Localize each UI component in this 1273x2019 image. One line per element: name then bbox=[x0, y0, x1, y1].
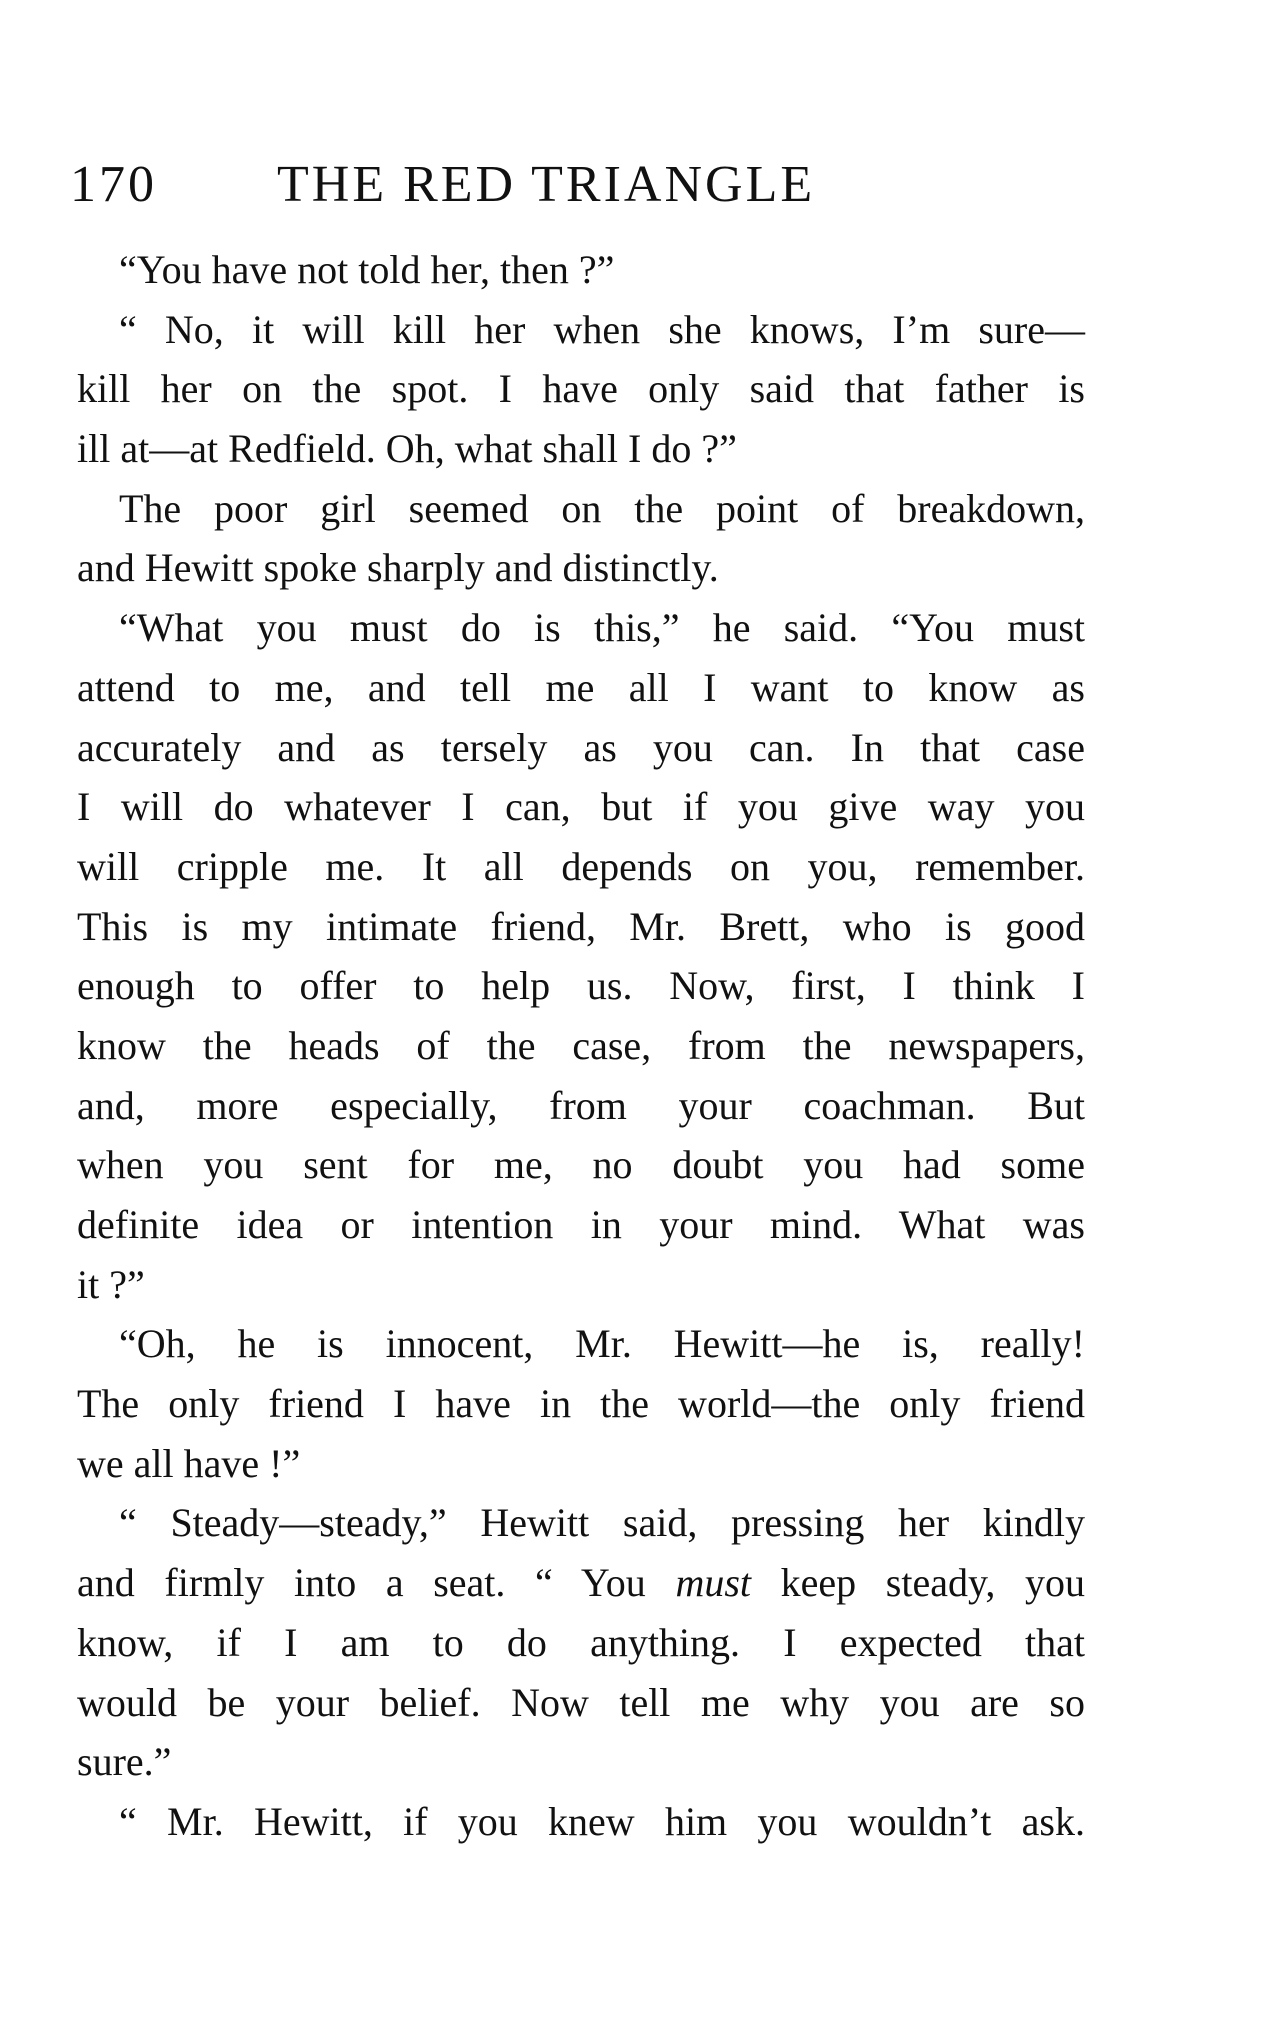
emphasized-word: must bbox=[675, 1560, 752, 1606]
text-line: enough to offer to help us. Now, first, I think I bbox=[77, 963, 1085, 1009]
text-line: “You have not told her, then ?” bbox=[119, 247, 615, 292]
text-line: when you sent for me, no doubt you had some bbox=[77, 1142, 1085, 1188]
text-segment: keep steady, you bbox=[751, 1560, 1085, 1606]
text-line: “ No, it will kill her when she knows, I’m sure— bbox=[119, 306, 1085, 352]
text-line: ill at—at Redfield. Oh, what shall I do ?” bbox=[77, 426, 737, 472]
text-line: I will do whatever I can, but if you give way you bbox=[77, 784, 1085, 830]
text-line: accurately and as tersely as you can. In that case bbox=[77, 724, 1085, 770]
text-line: and Hewitt spoke sharply and distinctly. bbox=[77, 545, 719, 591]
text-line: would be your belief. Now tell me why you are so bbox=[77, 1679, 1085, 1725]
text-line: know the heads of the case, from the newspapers, bbox=[77, 1022, 1085, 1068]
running-title: THE RED TRIANGLE bbox=[277, 156, 816, 213]
text-line: definite idea or intention in your mind. What was bbox=[77, 1202, 1085, 1247]
text-line: will cripple me. It all depends on you, remember. bbox=[77, 843, 1085, 889]
text-line: “Oh, he is innocent, Mr. Hewitt—he is, really! bbox=[119, 1321, 1085, 1367]
text-line: kill her on the spot. I have only said that father is bbox=[77, 366, 1085, 412]
text-line: This is my intimate friend, Mr. Brett, who is good bbox=[77, 903, 1085, 949]
text-line: know, if I am to do anything. I expected that bbox=[77, 1619, 1085, 1665]
text-line bbox=[77, 1553, 1085, 1613]
text-line: sure.” bbox=[77, 1739, 172, 1785]
text-line: The only friend I have in the world—the only friend bbox=[77, 1381, 1085, 1427]
text-line: we all have !” bbox=[77, 1440, 301, 1486]
text-line: it ?” bbox=[77, 1261, 145, 1307]
text-line: “What you must do is this,” he said. “You must bbox=[119, 605, 1085, 651]
page-number: 170 bbox=[70, 156, 157, 213]
text-segment: and firmly into a seat. “ You bbox=[77, 1560, 676, 1606]
text-line: and, more especially, from your coachman. But bbox=[77, 1082, 1085, 1128]
body-text bbox=[77, 240, 1085, 1852]
running-head bbox=[70, 150, 1070, 220]
text-line: “ Steady—steady,” Hewitt said, pressing her kindly bbox=[119, 1500, 1085, 1546]
text-line: “ Mr. Hewitt, if you knew him you wouldn’t ask. bbox=[119, 1798, 1085, 1844]
text-line: attend to me, and tell me all I want to know as bbox=[77, 664, 1085, 710]
text-line: The poor girl seemed on the point of breakdown, bbox=[119, 485, 1085, 531]
